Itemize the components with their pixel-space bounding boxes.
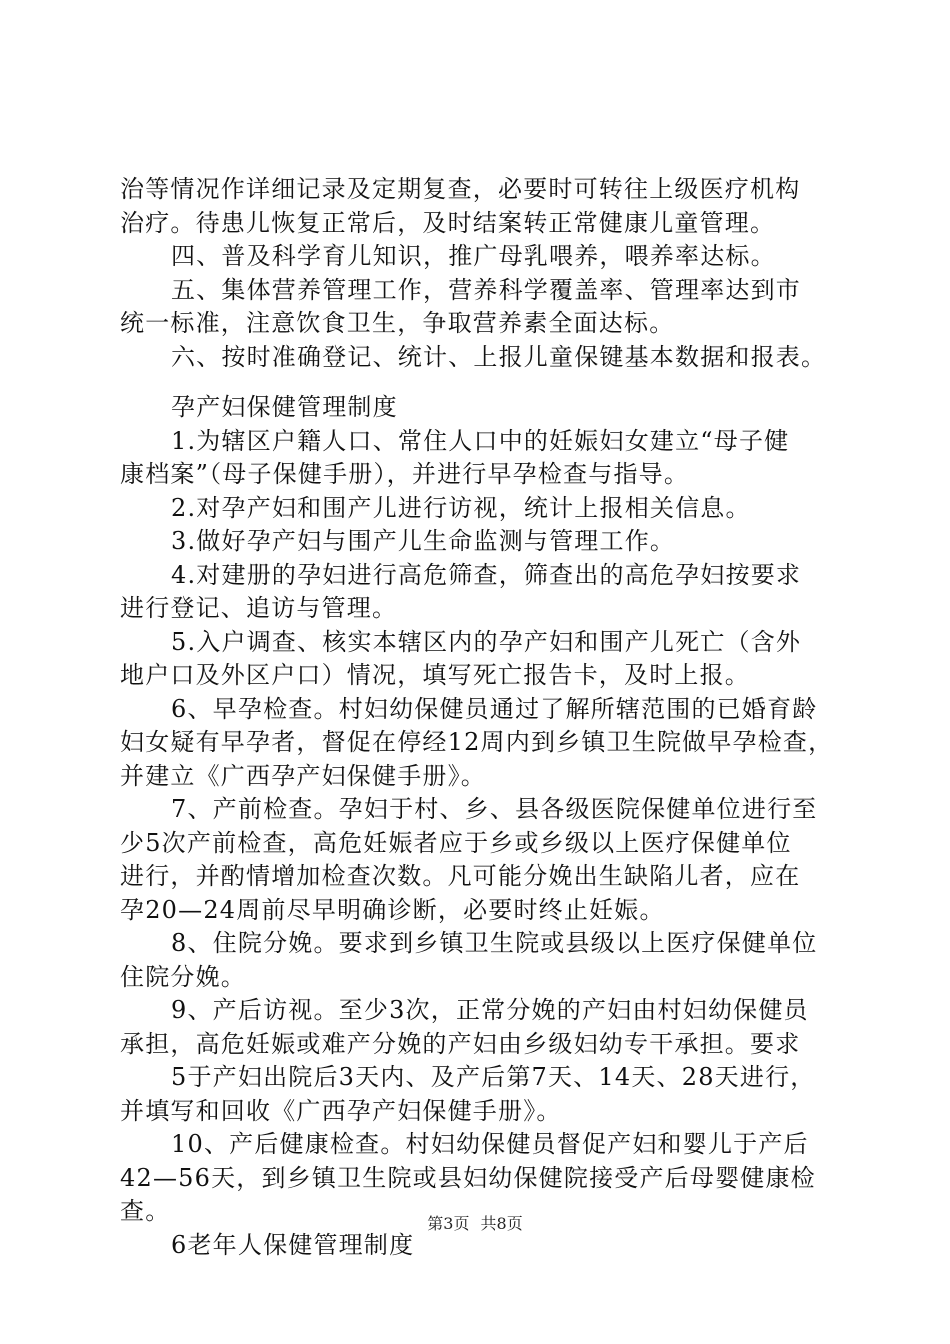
text-line: 承担，高危妊娠或难产分娩的产妇由乡级妇幼专干承担。要求: [120, 1029, 801, 1058]
paragraph-gap: [120, 374, 840, 391]
text-line: 6、早孕检查。村妇幼保健员通过了解所辖范围的已婚育龄: [171, 694, 818, 723]
text-line: 5于产妇出院后3天内、及产后第7天、14天、28天进行，: [171, 1063, 816, 1091]
document-body: [120, 173, 840, 1262]
text-line: 五、集体营养管理工作，营养科学覆盖率、管理率达到市: [171, 275, 801, 304]
text-line: 查。: [120, 1197, 171, 1225]
text-line: 治等情况作详细记录及定期复查，必要时可转往上级医疗机构: [120, 175, 801, 203]
text-line: 少5次产前检查，高危妊娠者应于乡或乡级以上医疗保健单位: [120, 828, 792, 857]
text-line: 并建立《广西孕产妇保健手册》。: [120, 761, 486, 790]
text-line: 并填写和回收《广西孕产妇保健手册》。: [120, 1096, 562, 1125]
text-line: 7、产前检查。孕妇于村、乡、县各级医院保健单位进行至: [171, 795, 818, 823]
text-line: 住院分娩。: [120, 962, 246, 991]
text-line: 42—56天，到乡镇卫生院或县妇幼保健院接受产后母婴健康检: [120, 1163, 816, 1192]
text-line: 统一标准，注意饮食卫生，争取营养素全面达标。: [120, 309, 675, 337]
text-line: 4.对建册的孕妇进行高危筛查，筛查出的高危孕妇按要求: [171, 560, 802, 589]
text-line: 5.入户调查、核实本辖区内的孕产妇和围产儿死亡（含外: [171, 627, 802, 656]
text-line: 妇女疑有早孕者，督促在停经12周内到乡镇卫生院做早孕检查，: [120, 728, 834, 756]
text-line: 2.对孕产妇和围产儿进行访视，统计上报相关信息。: [171, 493, 751, 522]
page-total: 共8页: [480, 1214, 523, 1233]
page-footer: [0, 1214, 950, 1234]
text-line: 四、普及科学育儿知识，推广母乳喂养，喂养率达标。: [171, 242, 776, 270]
text-line: 9、产后访视。至少3次，正常分娩的产妇由村妇幼保健员: [171, 996, 809, 1024]
text-line: 治疗。待患儿恢复正常后，及时结案转正常健康儿童管理。: [120, 208, 776, 237]
text-line: 康档案”（母子保健手册），并进行早孕检查与指导。: [120, 460, 690, 488]
text-line: 10、产后健康检查。村妇幼保健员督促产妇和婴儿于产后: [171, 1130, 809, 1158]
text-line: 六、按时准确登记、统计、上报儿童保键基本数据和报表。: [171, 342, 827, 371]
text-line: 孕20—24周前尽早明确诊断，必要时终止妊娠。: [120, 895, 665, 924]
page-number: 第3页: [427, 1214, 470, 1233]
text-line: 地户口及外区户口）情况，填写死亡报告卡，及时上报。: [120, 661, 750, 689]
text-line: 8、住院分娩。要求到乡镇卫生院或县级以上医疗保健单位: [171, 929, 818, 957]
text-line: 进行登记、追访与管理。: [120, 594, 398, 622]
text-line: 1.为辖区户籍人口、常住人口中的妊娠妇女建立“母子健: [171, 426, 790, 455]
text-line: 6老年人保健管理制度: [171, 1230, 415, 1259]
section-title: 孕产妇保健管理制度: [171, 393, 398, 421]
text-line: 进行，并酌情增加检查次数。凡可能分娩出生缺陷儿者，应在: [120, 862, 801, 890]
text-line: 3.做好孕产妇与围产儿生命监测与管理工作。: [171, 527, 676, 555]
